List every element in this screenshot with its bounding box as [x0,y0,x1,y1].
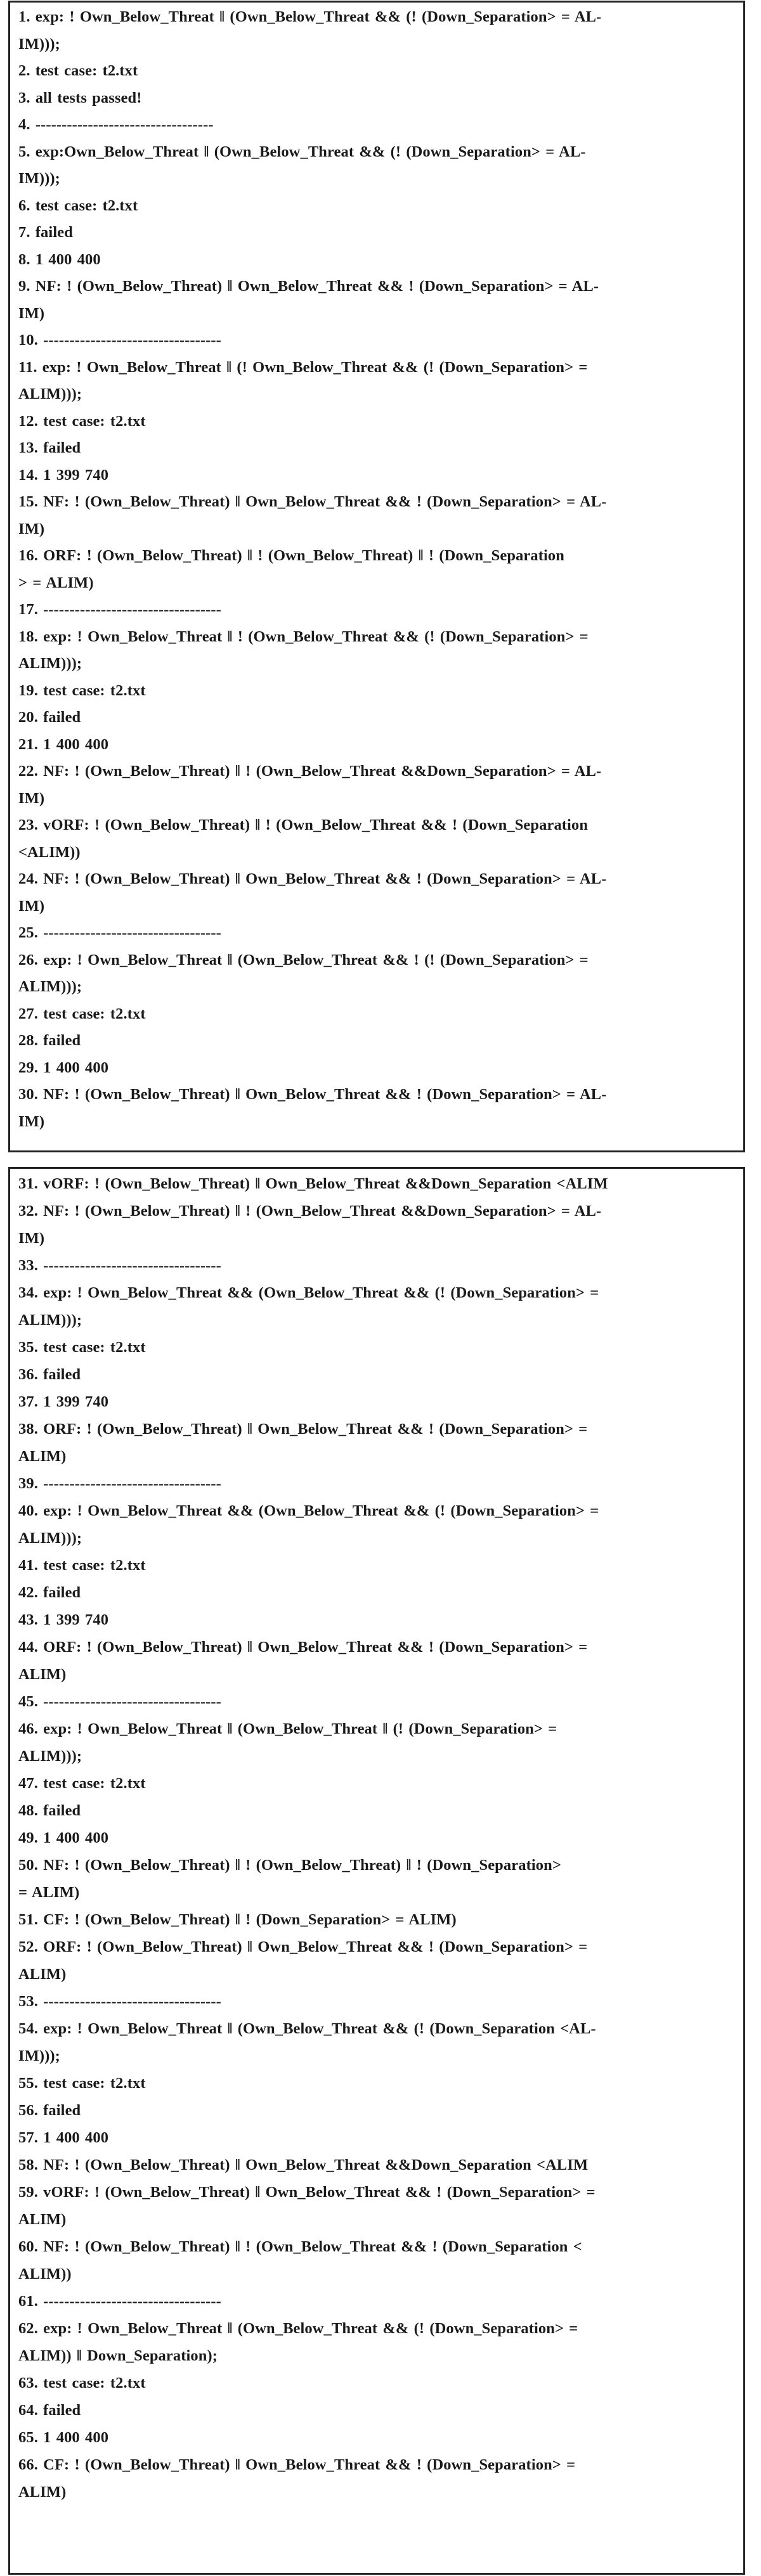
listing-line: IM) [18,520,45,538]
listing-line: 29. 1 400 400 [18,1059,109,1076]
listing-line: 7. failed [18,224,73,241]
listing-line: 49. 1 400 400 [18,1829,109,1846]
listing-line: = ALIM) [18,1884,80,1901]
listing-line: 12. test case: t2.txt [18,412,146,430]
listing-line: 63. test case: t2.txt [18,2374,146,2392]
listing-line: ALIM))); [18,1530,82,1547]
listing-line: 10. ---------------------------------- [18,332,221,349]
listing-line: 44. ORF: ! (Own_Below_Threat) ‖ Own_Below_Threat && ! (Down_Separation> = [18,1639,588,1656]
listing-line: IM) [18,1230,45,1247]
listing-line: 56. failed [18,2102,81,2119]
listing-line: ALIM))); [18,1311,82,1329]
listing-line: 55. test case: t2.txt [18,2075,146,2092]
listing-line: 2. test case: t2.txt [18,62,138,79]
listing-line: 32. NF: ! (Own_Below_Threat) ‖ ! (Own_Below_Threat &&Down_Separation> = AL- [18,1202,602,1220]
listing-line: ALIM) [18,1666,67,1683]
listing-line: ALIM)) ‖ Down_Separation); [18,2347,218,2364]
listing-line: 43. 1 399 740 [18,1611,109,1628]
listing-line: IM) [18,897,45,915]
listing-line: 25. ---------------------------------- [18,924,221,941]
listing-line: 50. NF: ! (Own_Below_Threat) ‖ ! (Own_Below_Threat) ‖ ! (Down_Separation> [18,1857,561,1874]
listing-line: 26. exp: ! Own_Below_Threat ‖ (Own_Below_Threat && ! (! (Down_Separation> = [18,951,589,969]
listing-line: 46. exp: ! Own_Below_Threat ‖ (Own_Below_Threat ‖ (! (Down_Separation> = [18,1720,557,1737]
listing-line: 45. ---------------------------------- [18,1693,221,1710]
listing-line: 39. ---------------------------------- [18,1475,221,1492]
listing-line: 34. exp: ! Own_Below_Threat && (Own_Below_Threat && (! (Down_Separation> = [18,1284,599,1301]
listing-line: 62. exp: ! Own_Below_Threat ‖ (Own_Below_Threat && (! (Down_Separation> = [18,2320,578,2337]
listing-line: IM))); [18,2047,60,2064]
listing-line: 42. failed [18,1584,81,1601]
listing-line: 14. 1 399 740 [18,466,109,484]
listing-line: ALIM)) [18,2265,72,2283]
listing-line: 15. NF: ! (Own_Below_Threat) ‖ Own_Below_Threat && ! (Down_Separation> = AL- [18,493,607,510]
listing-line: 58. NF: ! (Own_Below_Threat) ‖ Own_Below_Threat &&Down_Separation <ALIM [18,2156,589,2174]
listing-line: 66. CF: ! (Own_Below_Threat) ‖ Own_Below_Threat && ! (Down_Separation> = [18,2456,576,2473]
listing-line: 31. vORF: ! (Own_Below_Threat) ‖ Own_Below_Threat &&Down_Separation <ALIM [18,1175,608,1192]
listing-line: 37. 1 399 740 [18,1393,109,1410]
listing-line: 28. failed [18,1032,81,1049]
listing-line: 19. test case: t2.txt [18,681,146,699]
listing-line: IM) [18,789,45,807]
listing-line: 35. test case: t2.txt [18,1339,146,1356]
listing-line: 4. ---------------------------------- [18,116,214,133]
listing-line: ALIM))); [18,385,82,402]
listing-line: 13. failed [18,439,81,456]
listing-line: 11. exp: ! Own_Below_Threat ‖ (! Own_Below_Threat && (! (Down_Separation> = [18,358,588,376]
listing-line: 41. test case: t2.txt [18,1557,146,1574]
listing-line: IM))); [18,35,60,53]
listing-line: <ALIM)) [18,843,81,861]
listing-line: 6. test case: t2.txt [18,196,138,214]
listing-line: 24. NF: ! (Own_Below_Threat) ‖ Own_Below_Threat && ! (Down_Separation> = AL- [18,870,607,887]
listing-panel-2 [8,1167,745,2575]
listing-line: ALIM) [18,2211,67,2228]
listing-line: 60. NF: ! (Own_Below_Threat) ‖ ! (Own_Below_Threat && ! (Down_Separation < [18,2238,582,2255]
listing-line: IM) [18,1112,45,1130]
listing-line: ALIM))); [18,978,82,995]
listing-line: 38. ORF: ! (Own_Below_Threat) ‖ Own_Below_Threat && ! (Down_Separation> = [18,1420,588,1438]
listing-line: > = ALIM) [18,574,94,591]
listing-line: 33. ---------------------------------- [18,1257,221,1274]
listing-line: ALIM) [18,2483,67,2501]
listing-line: 22. NF: ! (Own_Below_Threat) ‖ ! (Own_Below_Threat &&Down_Separation> = AL- [18,763,602,780]
listing-line: ALIM))); [18,655,82,672]
listing-line: 23. vORF: ! (Own_Below_Threat) ‖ ! (Own_Below_Threat && ! (Down_Separation [18,816,589,834]
listing-line: 27. test case: t2.txt [18,1005,146,1022]
listing-line: 54. exp: ! Own_Below_Threat ‖ (Own_Below_Threat && (! (Down_Separation <AL- [18,2020,596,2037]
listing-line: 20. failed [18,709,81,726]
listing-line: 40. exp: ! Own_Below_Threat && (Own_Below_Threat && (! (Down_Separation> = [18,1502,599,1519]
listing-line: IM))); [18,170,60,187]
listing-line: 17. ---------------------------------- [18,601,221,618]
listing-line: 1. exp: ! Own_Below_Threat ‖ (Own_Below_Threat && (! (Down_Separation> = AL- [18,8,602,25]
listing-line: 8. 1 400 400 [18,250,101,268]
listing-line: 16. ORF: ! (Own_Below_Threat) ‖ ! (Own_Below_Threat) ‖ ! (Down_Separation [18,547,564,564]
listing-line: 30. NF: ! (Own_Below_Threat) ‖ Own_Below_Threat && ! (Down_Separation> = AL- [18,1086,607,1103]
listing-line: ALIM))); [18,1748,82,1765]
listing-line: 36. failed [18,1366,81,1383]
listing-line: IM) [18,304,45,322]
listing-line: 61. ---------------------------------- [18,2293,221,2310]
listing-line: ALIM) [18,1966,67,1983]
listing-line: ALIM) [18,1448,67,1465]
listing-line: 64. failed [18,2402,81,2419]
listing-line: 48. failed [18,1802,81,1819]
listing-line: 65. 1 400 400 [18,2429,109,2446]
listing-line: 52. ORF: ! (Own_Below_Threat) ‖ Own_Below_Threat && ! (Down_Separation> = [18,1938,588,1955]
listing-line: 53. ---------------------------------- [18,1993,221,2010]
listing-line: 21. 1 400 400 [18,735,109,753]
listing-line: 3. all tests passed! [18,89,142,106]
listing-line: 51. CF: ! (Own_Below_Threat) ‖ ! (Down_Separation> = ALIM) [18,1911,457,1928]
listing-line: 9. NF: ! (Own_Below_Threat) ‖ Own_Below_Threat && ! (Down_Separation> = AL- [18,278,599,295]
listing-line: 47. test case: t2.txt [18,1775,146,1792]
listing-line: 5. exp:Own_Below_Threat ‖ (Own_Below_Threat && (! (Down_Separation> = AL- [18,143,586,160]
listing-line: 59. vORF: ! (Own_Below_Threat) ‖ Own_Below_Threat && ! (Down_Separation> = [18,2184,595,2201]
listing-line: 57. 1 400 400 [18,2129,109,2146]
listing-line: 18. exp: ! Own_Below_Threat ‖ ! (Own_Below_Threat && (! (Down_Separation> = [18,628,589,645]
listing-panel-1 [8,1,745,1152]
